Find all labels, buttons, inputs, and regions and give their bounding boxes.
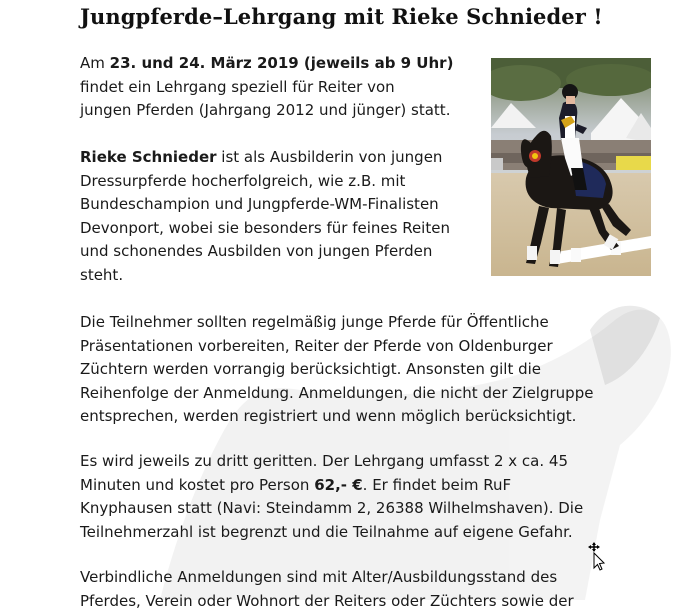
intro-paragraph xyxy=(80,52,453,123)
text-line: Dressurpferde hocherfolgreich, wie z.B. mit xyxy=(80,171,406,190)
price-lead: Minuten und kostet pro Person xyxy=(80,475,315,494)
text-line: Reihenfolge der Anmeldung. Anmeldungen, die nicht der Zielgruppe xyxy=(80,383,594,402)
dressage-horse-photo xyxy=(491,58,651,276)
text-line: Devonport, wobei sie besonders für feines Reiten xyxy=(80,218,450,237)
text-line: Die Teilnehmer sollten regelmäßig junge Pferde für Öffentliche xyxy=(80,313,549,331)
text-line: und schonendes Ausbilden von jungen Pferden xyxy=(80,242,433,261)
move-cursor-icon xyxy=(588,541,608,571)
text-line: jungen Pferden (Jahrgang 2012 und jünger) statt. xyxy=(80,101,451,120)
trainer-paragraph xyxy=(80,146,450,288)
price-value: 62,- € xyxy=(314,475,363,494)
text-line: Züchtern werden vorrangig berücksichtigt. Ansonsten gilt die xyxy=(80,360,542,379)
text-line: Es wird jeweils zu dritt geritten. Der Lehrgang umfasst 2 x ca. 45 xyxy=(80,452,568,470)
text-line: Pferdes, Verein oder Wohnort der Reiters oder Züchters sowie der xyxy=(80,591,574,610)
address-line: Knyphausen statt (Navi: Steindamm 2, 26388 Wilhelmshaven). Die xyxy=(80,499,584,518)
date-lead: Am xyxy=(80,54,105,72)
trainer-line-rest: ist als Ausbilderin von jungen xyxy=(216,148,443,166)
date-line xyxy=(80,52,453,76)
trainer-name: Rieke Schnieder xyxy=(80,148,217,166)
text-line: Präsentationen vorbereiten, Reiter der Pferde von Oldenburger xyxy=(80,336,553,355)
page-title: Jungpferde–Lehrgang mit Rieke Schnieder ! xyxy=(80,4,603,29)
event-date: 23. und 24. März 2019 (jeweils ab 9 Uhr) xyxy=(109,54,454,72)
text-line: Bundeschampion und Jungpferde-WM-Finalisten xyxy=(80,195,439,214)
course-details-paragraph xyxy=(80,450,583,544)
text-line: Verbindliche Anmeldungen sind mit Alter/Ausbildungsstand des xyxy=(80,568,558,586)
text-line: Teilnehmerzahl ist begrenzt und die Teilnahme auf eigene Gefahr. xyxy=(80,522,573,541)
text-line: findet ein Lehrgang speziell für Reiter von xyxy=(80,77,395,96)
price-trail: . Er findet beim RuF xyxy=(362,475,512,494)
registration-paragraph xyxy=(80,566,574,613)
trainer-line xyxy=(80,146,450,170)
text-line: steht. xyxy=(80,265,124,284)
price-line xyxy=(80,474,583,498)
participants-paragraph xyxy=(80,311,593,429)
text-line: entsprechen, werden registriert und wenn möglich berücksichtigt. xyxy=(80,407,577,426)
